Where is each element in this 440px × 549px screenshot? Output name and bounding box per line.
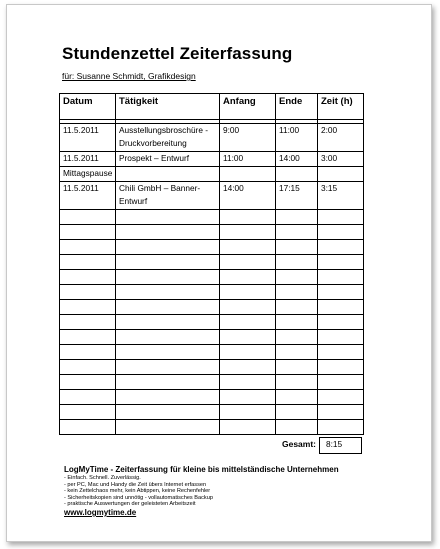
cell-datum: Mittagspause: [60, 167, 116, 182]
cell-zeit: 3:15: [318, 182, 364, 210]
table-cell-empty: [276, 390, 318, 405]
table-row: [60, 182, 364, 210]
table-cell-empty: [220, 330, 276, 345]
timesheet-table: [59, 93, 364, 435]
total-label: Gesamt:: [281, 439, 316, 449]
cell-taetigkeit: [116, 167, 220, 182]
footer-title: LogMyTime - Zeiterfassung für kleine bis mittelständische Unternehmen: [64, 465, 339, 474]
cell-ende: 14:00: [276, 152, 318, 167]
table-cell-empty: [60, 270, 116, 285]
header-anfang: Anfang: [220, 94, 276, 120]
table-cell-empty: [116, 300, 220, 315]
footer-website-link[interactable]: www.logmytime.de: [64, 508, 137, 517]
table-cell-empty: [60, 405, 116, 420]
footer-bullet-list: [64, 475, 213, 508]
table-cell-empty: [220, 240, 276, 255]
table-cell-empty: [220, 375, 276, 390]
footer-bullet: - Sicherheitskopien sind unnötig - vollautomatisches Backup: [64, 494, 213, 501]
table-cell-empty: [116, 255, 220, 270]
cell-datum: 11.5.2011: [60, 152, 116, 167]
table-cell-empty: [276, 315, 318, 330]
cell-taetigkeit: Chili GmbH – Banner-Entwurf: [116, 182, 220, 210]
footer-bullet: - per PC, Mac und Handy die Zeit übers Internet erfassen: [64, 481, 207, 488]
cell-zeit: [318, 167, 364, 182]
table-row-empty: [60, 420, 364, 435]
table-cell-empty: [318, 270, 364, 285]
table-cell-empty: [318, 345, 364, 360]
table-cell-empty: [276, 225, 318, 240]
table-cell-empty: [318, 420, 364, 435]
table-cell-empty: [116, 360, 220, 375]
table-cell-empty: [220, 405, 276, 420]
table-row-empty: [60, 270, 364, 285]
header-datum: Datum: [60, 94, 116, 120]
table-cell-empty: [60, 255, 116, 270]
table-cell-empty: [276, 255, 318, 270]
table-row-empty: [60, 315, 364, 330]
header-ende: Ende: [276, 94, 318, 120]
cell-anfang: [220, 167, 276, 182]
table-row-empty: [60, 285, 364, 300]
table-cell-empty: [220, 345, 276, 360]
table-cell-empty: [60, 375, 116, 390]
cell-datum: 11.5.2011: [60, 124, 116, 152]
table-cell-empty: [318, 330, 364, 345]
document-subtitle: für: Susanne Schmidt, Grafikdesign: [62, 71, 196, 81]
table-cell-empty: [276, 330, 318, 345]
table-cell-empty: [276, 285, 318, 300]
table-cell-empty: [60, 420, 116, 435]
table-cell-empty: [60, 285, 116, 300]
cell-datum: 11.5.2011: [60, 182, 116, 210]
table-header-row: [60, 94, 364, 120]
cell-zeit: 3:00: [318, 152, 364, 167]
table-cell-empty: [60, 240, 116, 255]
table-cell-empty: [60, 315, 116, 330]
table-cell-empty: [116, 285, 220, 300]
table-cell-empty: [220, 225, 276, 240]
table-row-empty: [60, 345, 364, 360]
table-cell-empty: [60, 345, 116, 360]
table-cell-empty: [220, 270, 276, 285]
table-cell-empty: [116, 390, 220, 405]
table-cell-empty: [60, 210, 116, 225]
table-cell-empty: [276, 405, 318, 420]
table-cell-empty: [116, 330, 220, 345]
table-row: [60, 167, 364, 182]
table-cell-empty: [116, 270, 220, 285]
table-cell-empty: [318, 315, 364, 330]
table-cell-empty: [276, 240, 318, 255]
table-row-empty: [60, 210, 364, 225]
table-cell-empty: [276, 345, 318, 360]
table-cell-empty: [318, 300, 364, 315]
table-cell-empty: [116, 375, 220, 390]
table-cell-empty: [276, 375, 318, 390]
table-cell-empty: [318, 375, 364, 390]
table-row-empty: [60, 360, 364, 375]
table-cell-empty: [116, 225, 220, 240]
table-cell-empty: [116, 210, 220, 225]
table-row-empty: [60, 330, 364, 345]
table-cell-empty: [276, 270, 318, 285]
table-cell-empty: [318, 225, 364, 240]
table-cell-empty: [318, 360, 364, 375]
table-cell-empty: [276, 360, 318, 375]
document-title: Stundenzettel Zeiterfassung: [62, 44, 293, 63]
cell-anfang: 11:00: [220, 152, 276, 167]
table-cell-empty: [220, 300, 276, 315]
table-cell-empty: [220, 360, 276, 375]
table-cell-empty: [60, 360, 116, 375]
cell-anfang: 9:00: [220, 124, 276, 152]
cell-anfang: 14:00: [220, 182, 276, 210]
table-cell-empty: [116, 315, 220, 330]
table-row-empty: [60, 240, 364, 255]
table-row: [60, 152, 364, 167]
table-cell-empty: [318, 210, 364, 225]
header-zeit: Zeit (h): [318, 94, 364, 120]
footer-bullet: - Einfach. Schnell. Zuverlässig.: [64, 475, 141, 481]
table-row: [60, 124, 364, 152]
table-row-empty: [60, 375, 364, 390]
table-cell-empty: [220, 210, 276, 225]
footer-bullet: - praktische Auswertungen der geleisteten Arbeitszeit: [64, 501, 196, 508]
table-cell-empty: [60, 330, 116, 345]
table-row-empty: [60, 300, 364, 315]
table-cell-empty: [318, 405, 364, 420]
table-cell-empty: [116, 405, 220, 420]
table-cell-empty: [116, 240, 220, 255]
header-taetigkeit: Tätigkeit: [116, 94, 220, 120]
table-cell-empty: [220, 255, 276, 270]
cell-ende: 11:00: [276, 124, 318, 152]
table-cell-empty: [220, 315, 276, 330]
table-cell-empty: [318, 390, 364, 405]
table-cell-empty: [116, 345, 220, 360]
cell-taetigkeit: Ausstellungsbroschüre - Druckvorbereitung: [116, 124, 220, 152]
cell-taetigkeit: Prospekt – Entwurf: [116, 152, 220, 167]
table-cell-empty: [60, 300, 116, 315]
table-cell-empty: [276, 210, 318, 225]
table-cell-empty: [116, 420, 220, 435]
cell-ende: 17:15: [276, 182, 318, 210]
table-cell-empty: [220, 420, 276, 435]
table-cell-empty: [276, 300, 318, 315]
table-row-empty: [60, 225, 364, 240]
cell-ende: [276, 167, 318, 182]
cell-zeit: 2:00: [318, 124, 364, 152]
table-cell-empty: [276, 420, 318, 435]
table-cell-empty: [318, 240, 364, 255]
footer-bullet: - kein Zettelchaos mehr, kein Abtippen, keine Rechenfehler: [64, 488, 211, 495]
table-cell-empty: [220, 285, 276, 300]
table-cell-empty: [60, 390, 116, 405]
table-cell-empty: [60, 225, 116, 240]
total-value: 8:15: [319, 437, 362, 454]
table-row-empty: [60, 255, 364, 270]
table-row-empty: [60, 390, 364, 405]
table-row-empty: [60, 405, 364, 420]
table-cell-empty: [220, 390, 276, 405]
table-cell-empty: [318, 255, 364, 270]
table-cell-empty: [318, 285, 364, 300]
